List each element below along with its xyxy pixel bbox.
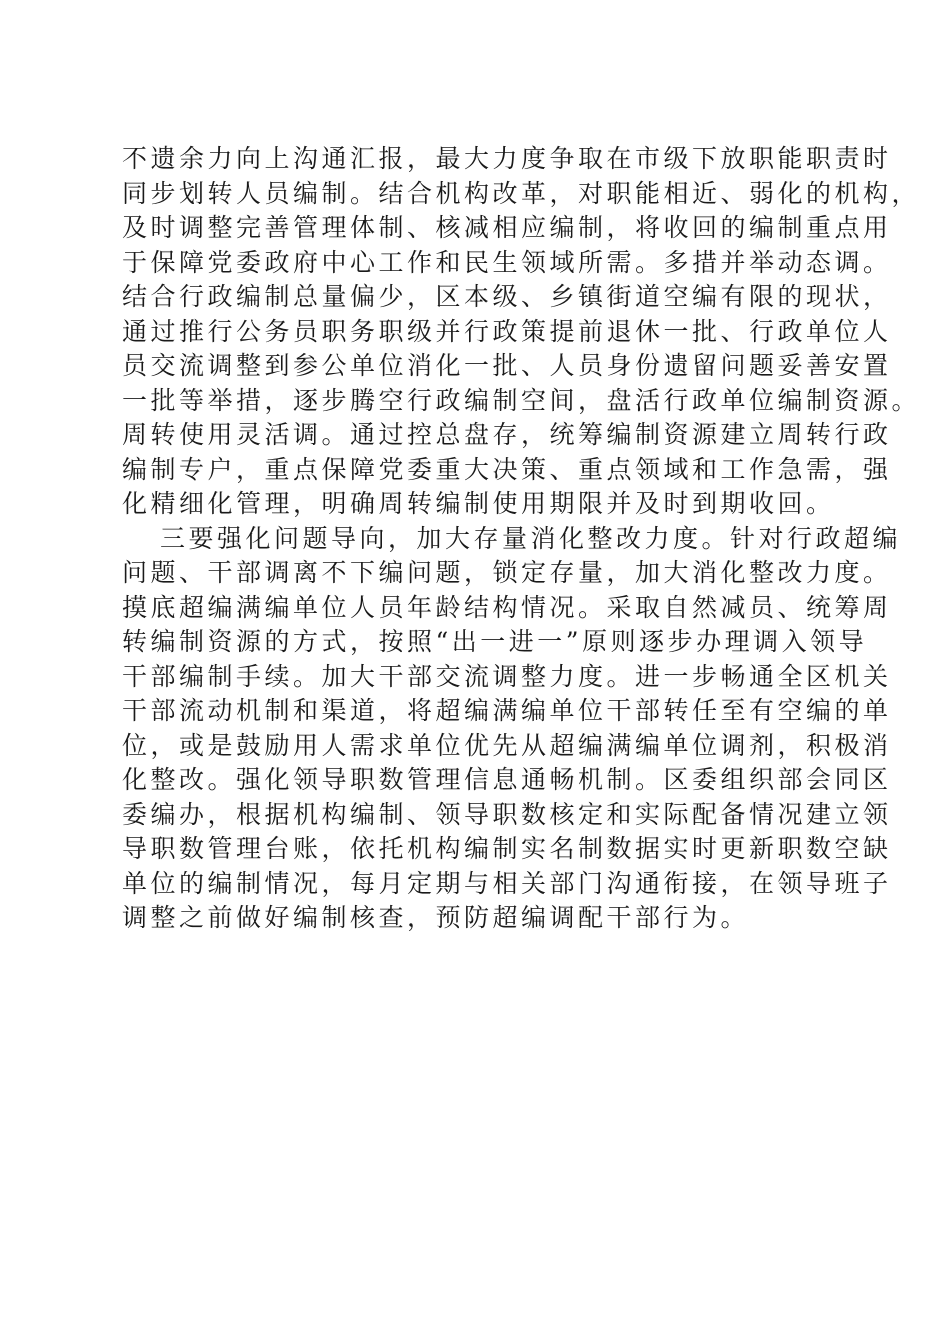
text-line: 委编办，根据机构编制、领导职数核定和实际配备情况建立领 (122, 799, 892, 829)
text-line: 员交流调整到参公单位消化一批、人员身份遗留问题妥善安置 (122, 351, 892, 380)
text-line: 导职数管理台账，依托机构编制实名制数据实时更新职数空缺 (122, 834, 892, 863)
text-line: 不遗余力向上沟通汇报，最大力度争取在市级下放职能职责时 (122, 144, 892, 173)
text-line: 结合行政编制总量偏少，区本级、乡镇街道空编有限的现状， (122, 282, 892, 311)
text-line: 位，或是鼓励用人需求单位优先从超编满编单位调剂，积极消 (122, 730, 892, 760)
text-line: 同步划转人员编制。结合机构改革，对职能相近、弱化的机构， (122, 178, 921, 208)
text-line: 于保障党委政府中心工作和民生领域所需。多措并举动态调。 (122, 247, 892, 277)
text-line: 化整改。强化领导职数管理信息通畅机制。区委组织部会同区 (122, 765, 892, 794)
text-line: 调整之前做好编制核查，预防超编调配干部行为。 (122, 903, 750, 932)
text-line: 化精细化管理，明确周转编制使用期限并及时到期收回。 (122, 489, 835, 518)
text-line: 转编制资源的方式，按照“出一进一”原则逐步办理调入领导 (122, 627, 868, 656)
text-line: 干部编制手续。加大干部交流调整力度。进一步畅通全区机关 (122, 661, 892, 691)
text-line: 一批等举措，逐步腾空行政编制空间，盘活行政单位编制资源。 (122, 385, 921, 415)
text-line: 编制专户，重点保障党委重大决策、重点领域和工作急需，强 (122, 454, 892, 484)
text-line: 周转使用灵活调。通过控总盘存，统筹编制资源建立周转行政 (122, 420, 892, 449)
paragraph-start-line: 三要强化问题导向，加大存量消化整改力度。针对行政超编 (160, 523, 902, 553)
text-line: 单位的编制情况，每月定期与相关部门沟通衔接，在领导班子 (122, 868, 892, 898)
text-line: 摸底超编满编单位人员年龄结构情况。采取自然减员、统筹周 (122, 592, 892, 622)
text-line: 通过推行公务员职务职级并行政策提前退休一批、行政单位人 (122, 316, 892, 346)
text-line: 及时调整完善管理体制、核减相应编制，将收回的编制重点用 (122, 213, 892, 242)
body-text (122, 142, 921, 936)
text-line: 问题、干部调离不下编问题，锁定存量，加大消化整改力度。 (122, 558, 892, 587)
text-line: 干部流动机制和渠道，将超编满编单位干部转任至有空编的单 (122, 696, 892, 725)
